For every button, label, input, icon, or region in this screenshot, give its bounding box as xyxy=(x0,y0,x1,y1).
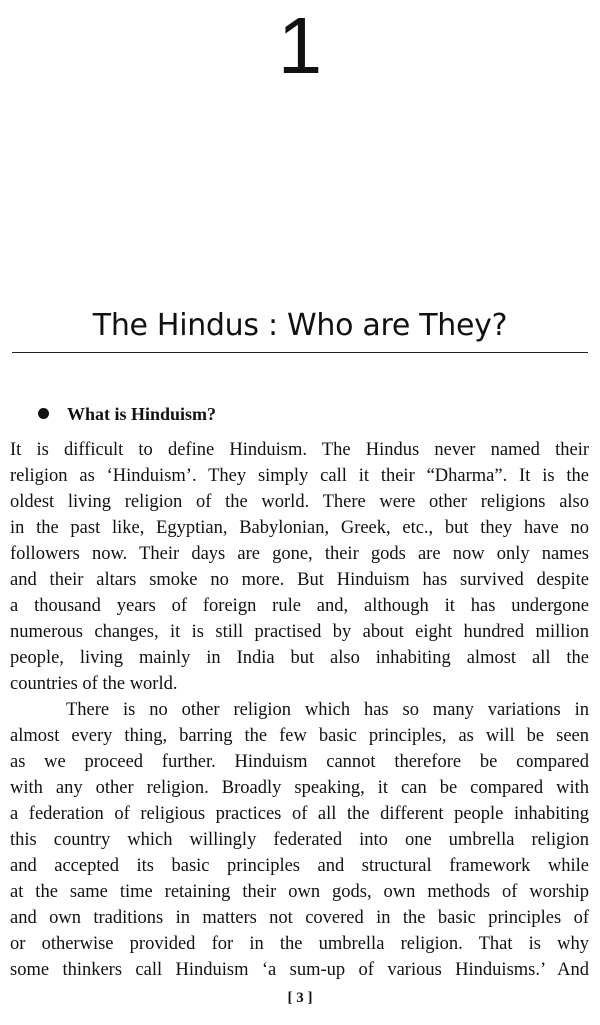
body-line: oldest living religion of the world. There were other religions also xyxy=(10,492,589,512)
body-line: There is no other religion which has so many variations in xyxy=(66,700,589,720)
chapter-number: 1 xyxy=(277,1,323,90)
body-line: with any other religion. Broadly speaking, it can be compared with xyxy=(10,778,589,798)
section-heading xyxy=(38,402,216,426)
body-line: countries of the world. xyxy=(10,674,178,694)
body-line: people, living mainly in India but also inhabiting almost all the xyxy=(10,648,589,668)
body-line: numerous changes, it is still practised by about eight hundred million xyxy=(10,622,589,642)
chapter-title: The Hindus : Who are They? xyxy=(92,308,508,343)
body-line: a thousand years of foreign rule and, although it has undergone xyxy=(10,596,589,616)
body-line: in the past like, Egyptian, Babylonian, Greek, etc., but they have no xyxy=(10,518,589,538)
body-line: followers now. Their days are gone, their gods are now only names xyxy=(10,544,589,564)
page-number: [ 3 ] xyxy=(287,990,313,1006)
body-line: some thinkers call Hinduism ‘a sum-up of various Hinduisms.’ And xyxy=(10,960,589,980)
body-line: and own traditions in matters not covered in the basic principles of xyxy=(10,908,589,928)
body-line: or otherwise provided for in the umbrella religion. That is why xyxy=(10,934,589,954)
body-line: It is difficult to define Hinduism. The Hindus never named their xyxy=(10,440,589,460)
bullet-icon xyxy=(38,408,49,419)
body-line: and their altars smoke no more. But Hinduism has survived despite xyxy=(10,570,589,590)
body-line: as we proceed further. Hinduism cannot therefore be compared xyxy=(10,752,589,772)
section-heading-text: What is Hinduism? xyxy=(67,404,217,424)
body-line: a federation of religious practices of all the different people inhabiting xyxy=(10,804,589,824)
title-divider xyxy=(12,352,588,353)
body-line: almost every thing, barring the few basic principles, as will be seen xyxy=(10,726,589,746)
body-line: at the same time retaining their own gods, own methods of worship xyxy=(10,882,589,902)
body-line: religion as ‘Hinduism’. They simply call it their “Dharma”. It is the xyxy=(10,466,589,486)
body-line: and accepted its basic principles and structural framework while xyxy=(10,856,589,876)
body-line: this country which willingly federated into one umbrella religion xyxy=(10,830,589,850)
